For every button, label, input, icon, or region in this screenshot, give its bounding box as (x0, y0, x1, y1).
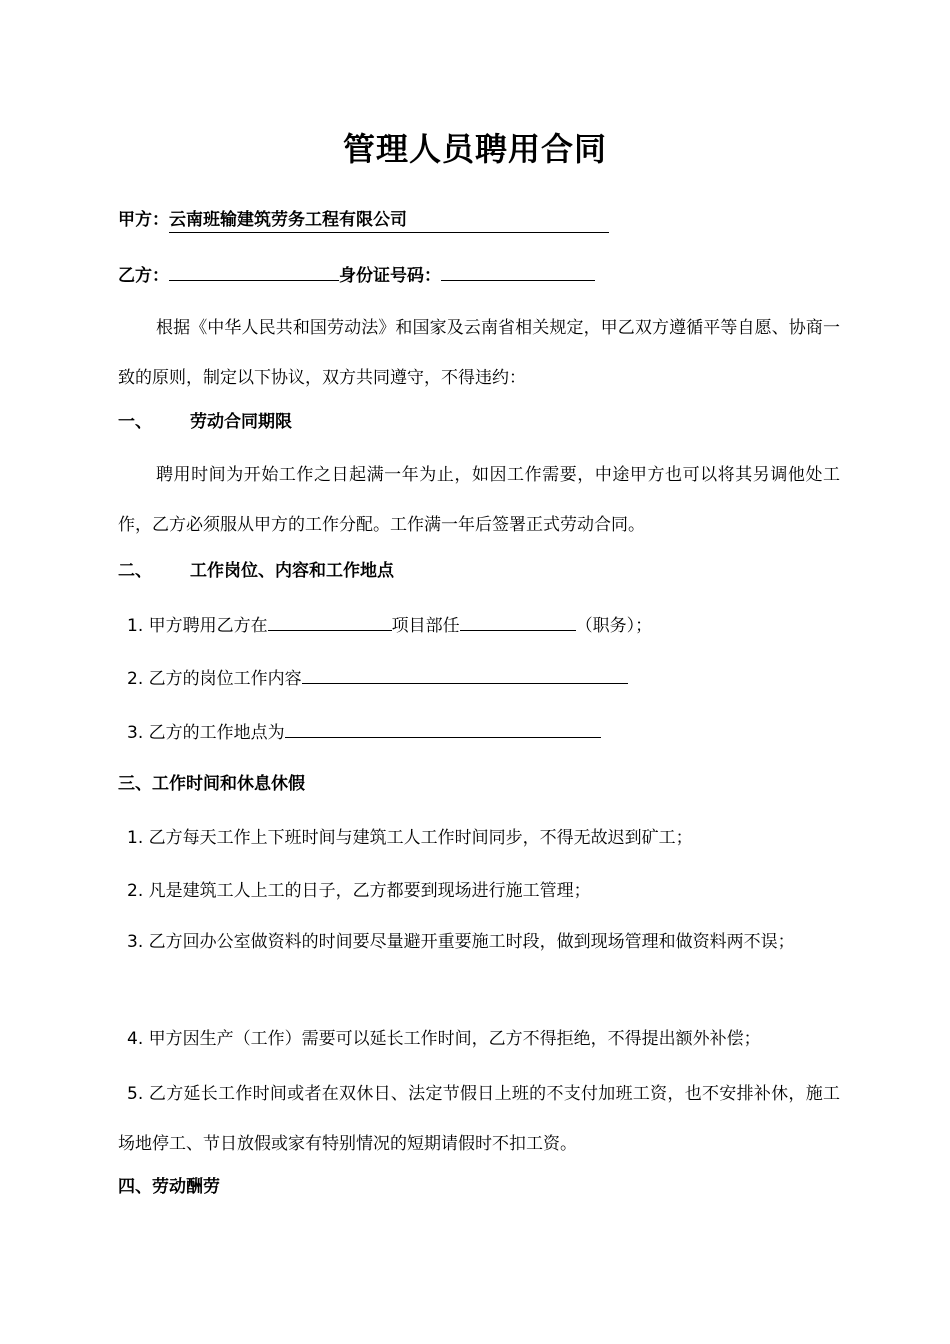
section-2-title: 工作岗位、内容和工作地点 (190, 561, 394, 581)
party-b-label: 乙方： (118, 266, 169, 286)
party-a-field (169, 208, 609, 233)
section-4-heading: 四、劳动酬劳 (118, 1177, 220, 1197)
party-a-name: 云南班输建筑劳务工程有限公司 (169, 210, 407, 230)
section-3-item-3: 3. 乙方回办公室做资料的时间要尽量避开重要施工时段，做到现场管理和做资料两不误； (127, 932, 795, 952)
section-3-item-1: 1. 乙方每天工作上下班时间与建筑工人工作时间同步，不得无故迟到矿工； (127, 828, 693, 848)
project-blank (268, 612, 392, 631)
id-number-blank (441, 262, 595, 281)
section-2-heading (118, 559, 394, 583)
item-1-text-a: 1. 甲方聘用乙方在 (127, 616, 268, 636)
section-1-number: 一、 (118, 412, 152, 432)
item-1-text-b: 项目部任 (391, 616, 460, 636)
section-1-heading (118, 410, 292, 434)
job-content-blank (302, 665, 628, 684)
section-2-item-1 (127, 612, 652, 638)
section-2-item-3 (127, 719, 601, 745)
item-3-text: 3. 乙方的工作地点为 (127, 723, 285, 743)
section-2-number: 二、 (118, 561, 152, 581)
section-2-item-2 (127, 665, 628, 691)
page-title: 管理人员聘用合同 (342, 130, 607, 168)
section-3-heading: 三、工作时间和休息休假 (118, 774, 305, 794)
id-number-label: 身份证号码： (339, 266, 441, 286)
item-2-text: 2. 乙方的岗位工作内容 (127, 669, 302, 689)
section-3-item-4: 4. 甲方因生产（工作）需要可以延长工作时间，乙方不得拒绝，不得提出额外补偿； (127, 1029, 761, 1049)
section-3-item-5: 5. 乙方延长工作时间或者在双休日、法定节假日上班的不支付加班工资，也不安排补休，施工场地停工、节日放假或家有特别情况的短期请假时不扣工资。 (118, 1084, 840, 1154)
party-b-name-blank (169, 262, 339, 281)
section-3-item-2: 2. 凡是建筑工人上工的日子，乙方都要到现场进行施工管理； (127, 881, 591, 901)
work-location-blank (285, 719, 601, 738)
section-1-title: 劳动合同期限 (190, 412, 292, 432)
party-a-line (118, 208, 609, 233)
section-1-body: 聘用时间为开始工作之日起满一年为止，如因工作需要，中途甲方也可以将其另调他处工作，乙方必须服从甲方的工作分配。工作满一年后签署正式劳动合同。 (118, 465, 840, 535)
item-1-text-c: （职务）； (575, 616, 653, 636)
position-blank (460, 612, 576, 631)
intro-paragraph: 根据《中华人民共和国劳动法》和国家及云南省相关规定，甲乙双方遵循平等自愿、协商一致的原则，制定以下协议，双方共同遵守，不得违约： (118, 318, 840, 388)
party-a-label: 甲方： (118, 210, 169, 230)
party-b-line (118, 262, 595, 288)
